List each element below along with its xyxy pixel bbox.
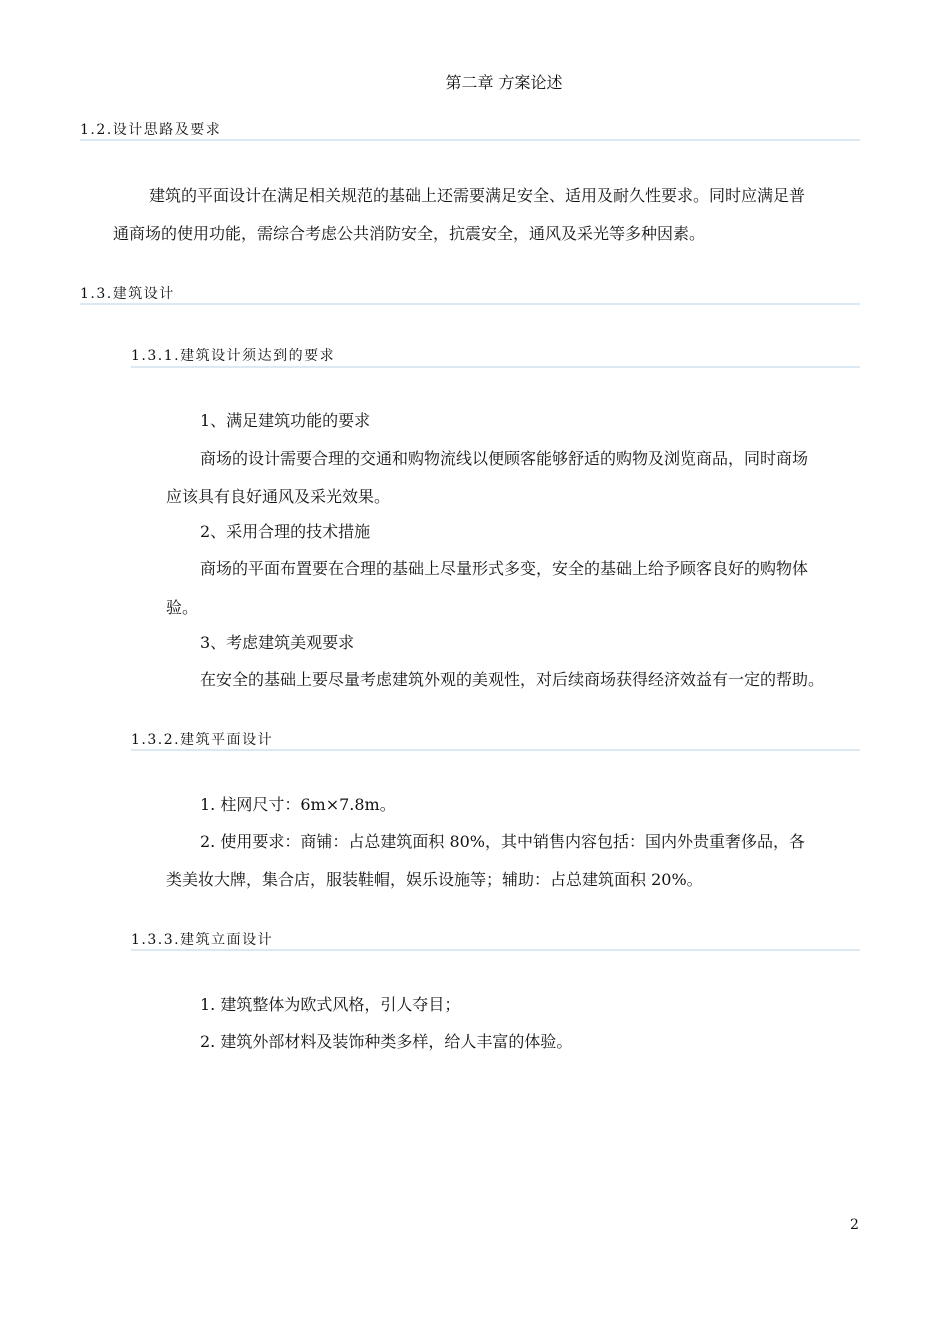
list-item-title: 2、采用合理的技术措施 (200, 522, 371, 541)
section-heading-1-2: 1.2.设计思路及要求 (80, 122, 222, 138)
paragraph-line: 商场的设计需要合理的交通和购物流线以便顾客能够舒适的购物及浏览商品，同时商场 (200, 449, 809, 468)
paragraph-line: 1. 建筑整体为欧式风格，引人夺目； (200, 995, 461, 1014)
heading-underline (131, 366, 860, 368)
paragraph-line: 在安全的基础上要尽量考虑建筑外观的美观性，对后续商场获得经济效益有一定的帮助。 (200, 670, 825, 689)
paragraph-line: 验。 (166, 598, 199, 617)
section-heading-1-3-3: 1.3.3.建筑立面设计 (131, 932, 274, 948)
chapter-title: 第二章 方案论述 (445, 73, 563, 92)
heading-underline (80, 139, 860, 141)
paragraph-line: 2. 使用要求：商铺：占总建筑面积 80%，其中销售内容包括：国内外贵重奢侈品，各 (200, 832, 806, 851)
heading-underline (80, 303, 860, 305)
section-heading-1-3: 1.3.建筑设计 (80, 286, 175, 302)
heading-underline (131, 749, 860, 751)
paragraph-line: 1. 柱网尺寸：6m×7.8m。 (200, 795, 396, 814)
section-heading-1-3-2: 1.3.2.建筑平面设计 (131, 732, 274, 748)
paragraph-line: 通商场的使用功能，需综合考虑公共消防安全，抗震安全，通风及采光等多种因素。 (113, 224, 706, 243)
paragraph-line: 建筑的平面设计在满足相关规范的基础上还需要满足安全、适用及耐久性要求。同时应满足普 (149, 186, 806, 205)
paragraph-line: 2. 建筑外部材料及装饰种类多样，给人丰富的体验。 (200, 1032, 573, 1051)
paragraph-line: 应该具有良好通风及采光效果。 (166, 487, 391, 506)
list-item-title: 1、满足建筑功能的要求 (200, 411, 371, 430)
paragraph-line: 商场的平面布置要在合理的基础上尽量形式多变，安全的基础上给予顾客良好的购物体 (200, 559, 809, 578)
paragraph-line: 类美妆大牌，集合店，服装鞋帽，娱乐设施等；辅助：占总建筑面积 20%。 (166, 870, 703, 889)
section-heading-1-3-1: 1.3.1.建筑设计须达到的要求 (131, 348, 336, 364)
list-item-title: 3、考虑建筑美观要求 (200, 633, 355, 652)
heading-underline (131, 949, 860, 951)
page-number: 2 (850, 1217, 859, 1233)
